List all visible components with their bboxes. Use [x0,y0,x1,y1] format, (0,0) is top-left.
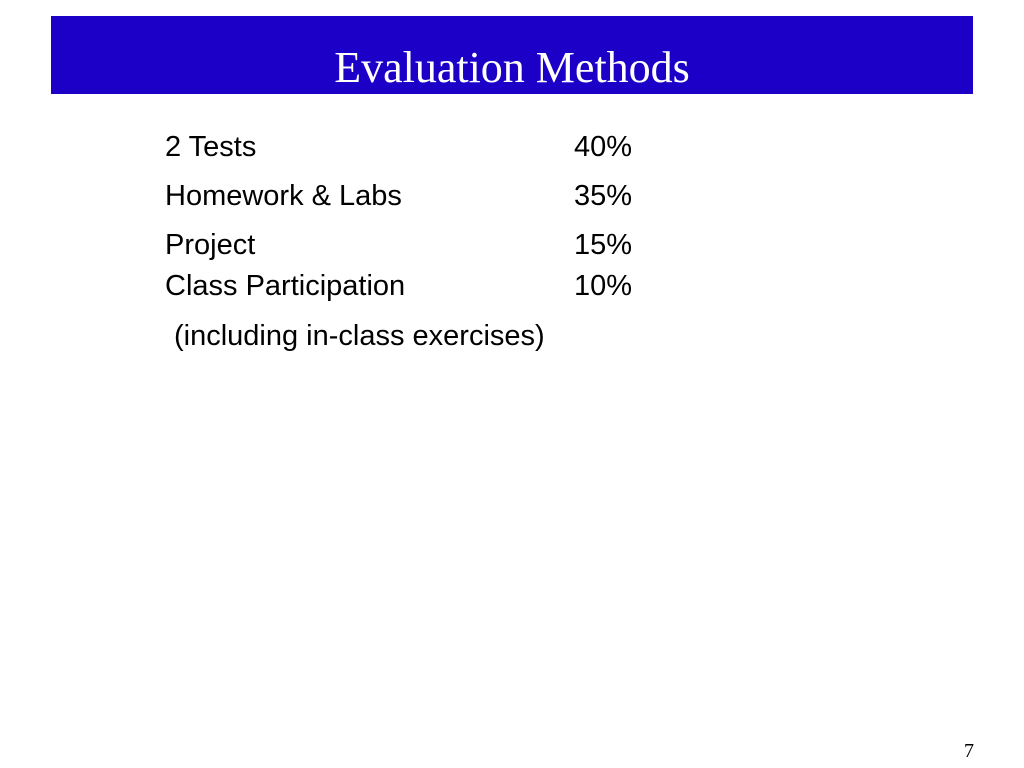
evaluation-item [165,227,665,263]
evaluation-item-weight: 35% [574,180,633,212]
evaluation-item-label: 2 Tests [165,131,257,163]
evaluation-item [165,268,665,304]
slide-title: Evaluation Methods [334,43,690,92]
title-banner [51,16,973,94]
evaluation-item-weight: 10% [574,270,633,302]
evaluation-item-label: Project [165,229,256,261]
page-number: 7 [964,740,974,762]
participation-note: (including in-class exercises) [174,320,545,352]
evaluation-item-weight: 40% [574,131,633,163]
evaluation-item-label: Homework & Labs [165,180,402,212]
evaluation-item-label: Class Participation [165,270,406,302]
evaluation-item-weight: 15% [574,229,633,261]
evaluation-item [165,178,665,214]
evaluation-item [165,129,665,165]
